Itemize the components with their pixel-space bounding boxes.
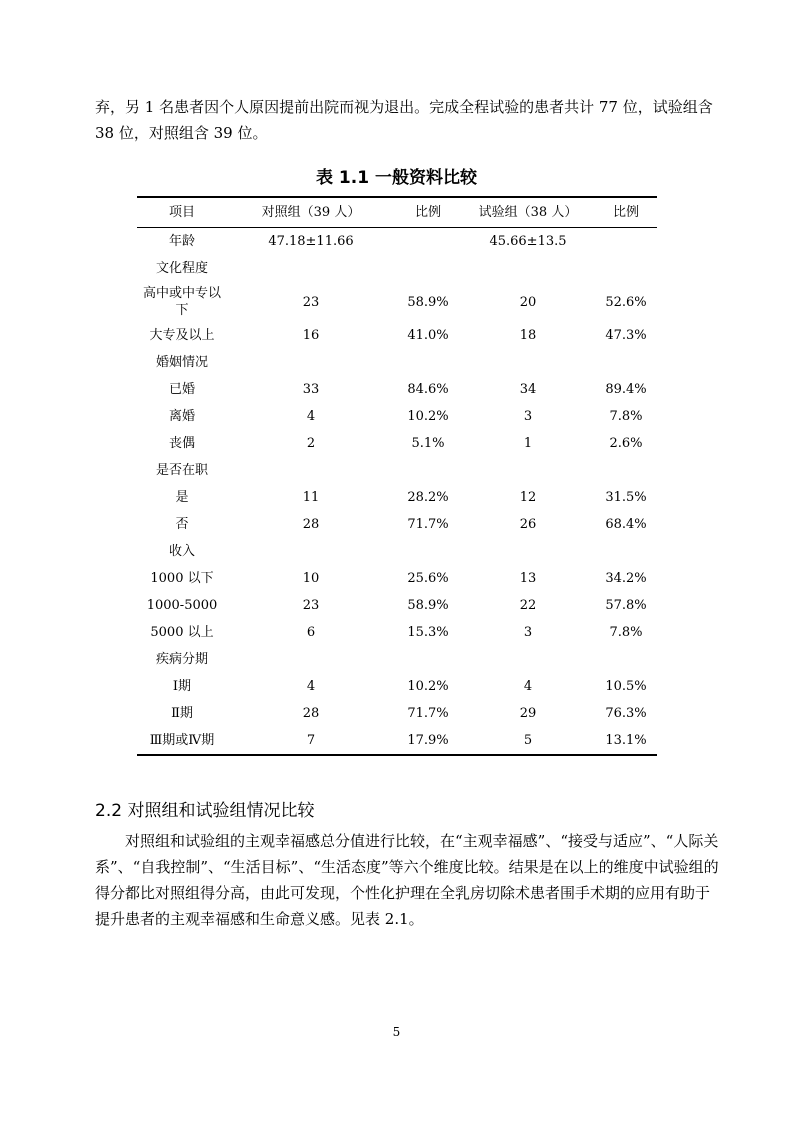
table-row xyxy=(137,538,657,565)
table-cell: 6 xyxy=(306,625,316,640)
table-cell: 33 xyxy=(302,382,320,397)
table-cell: 4 xyxy=(306,409,316,424)
table-cell: 否 xyxy=(175,517,189,532)
table-title: 表 1.1 一般资料比较 xyxy=(316,168,477,188)
table-cell: 25.6% xyxy=(407,571,449,586)
table-cell: 丧偶 xyxy=(168,436,195,451)
table-row xyxy=(137,727,657,754)
table-row xyxy=(137,511,657,538)
table-header-row xyxy=(137,198,657,228)
table-cell: 17.9% xyxy=(407,733,449,748)
table-cell: 41.0% xyxy=(407,328,449,343)
table-cell: 2 xyxy=(306,436,316,451)
table-cell: 高中或中专以下 xyxy=(142,286,221,318)
table-cell: 10.2% xyxy=(407,679,449,694)
table-cell: 5 xyxy=(523,733,533,748)
body-paragraph: 对照组和试验组的主观幸福感总分值进行比较，在“主观幸福感”、“接受与适应”、“人际关系”、“自我控制”、“生活目标”、“生活态度”等六个维度比较。结果是在以上的维度中试验组的得分都比对照组得分高，由此可发现，个性化护理在全乳房切除术患者围手术期的应用有助于提升患者的主观幸福感和生命意义感。见表 2.1。 xyxy=(95,832,719,928)
table-cell: 5.1% xyxy=(411,436,445,451)
table-row xyxy=(137,255,657,282)
table-row xyxy=(137,282,657,322)
table-cell: 15.3% xyxy=(407,625,449,640)
table-cell: 34 xyxy=(519,382,537,397)
table-cell: 7.8% xyxy=(609,409,643,424)
table-cell: 57.8% xyxy=(605,598,647,613)
table-cell: 13.1% xyxy=(605,733,647,748)
table-cell: 26 xyxy=(519,517,537,532)
table-cell: 23 xyxy=(302,294,320,310)
table-row xyxy=(137,228,657,255)
table-cell: 31.5% xyxy=(605,490,647,505)
table-cell: 28 xyxy=(302,517,320,532)
table-row xyxy=(137,403,657,430)
table-row xyxy=(137,322,657,349)
table-cell: 7 xyxy=(306,733,316,748)
section-heading: 2.2 对照组和试验组情况比较 xyxy=(95,801,315,821)
table-row xyxy=(137,430,657,457)
table-cell: 28 xyxy=(302,706,320,721)
table-cell: 23 xyxy=(302,598,320,613)
table-cell: 20 xyxy=(519,294,537,310)
table-row xyxy=(137,376,657,403)
table-cell: 11 xyxy=(302,490,320,505)
table-cell: 28.2% xyxy=(407,490,449,505)
table-cell: 34.2% xyxy=(605,571,647,586)
table-cell: 16 xyxy=(302,328,320,343)
table-cell: 29 xyxy=(519,706,537,721)
table-cell: 是否在职 xyxy=(155,463,208,478)
table-cell: 1000-5000 xyxy=(146,598,218,613)
table-cell: 13 xyxy=(519,571,537,586)
table-cell: 是 xyxy=(175,490,189,505)
table-cell: 45.66±13.5 xyxy=(489,234,567,249)
table-cell: 18 xyxy=(519,328,537,343)
table-cell: 10.5% xyxy=(605,679,647,694)
table-cell: 5000 以上 xyxy=(150,625,214,640)
table-row xyxy=(137,700,657,727)
table-cell: Ⅱ期 xyxy=(171,706,193,721)
table-cell: 7.8% xyxy=(609,625,643,640)
table-body xyxy=(137,228,657,754)
table-cell: 10 xyxy=(302,571,320,586)
table-cell: 离婚 xyxy=(168,409,195,424)
table-cell: 71.7% xyxy=(407,706,449,721)
data-table xyxy=(137,196,657,756)
table-cell: 婚姻情况 xyxy=(155,355,208,370)
table-cell: 68.4% xyxy=(605,517,647,532)
table-cell: 收入 xyxy=(168,544,195,559)
table-cell: 47.3% xyxy=(605,328,647,343)
table-cell: 89.4% xyxy=(605,382,647,397)
header-cell: 比例 xyxy=(414,205,441,220)
table-row xyxy=(137,565,657,592)
table-row xyxy=(137,592,657,619)
page-number: 5 xyxy=(392,1025,401,1039)
table-cell: 58.9% xyxy=(407,294,449,310)
table-row xyxy=(137,619,657,646)
table-cell: 大专及以上 xyxy=(149,328,215,343)
table-cell: 年龄 xyxy=(168,234,195,249)
table-cell: 1000 以下 xyxy=(150,571,214,586)
table-cell: 文化程度 xyxy=(155,261,208,276)
table-cell: 58.9% xyxy=(407,598,449,613)
table-cell: 4 xyxy=(523,679,533,694)
table-cell: 10.2% xyxy=(407,409,449,424)
table-row xyxy=(137,457,657,484)
table-row xyxy=(137,484,657,511)
table-cell: 84.6% xyxy=(407,382,449,397)
table-cell: 22 xyxy=(519,598,537,613)
table-cell: 已婚 xyxy=(168,382,195,397)
table-cell: 2.6% xyxy=(609,436,643,451)
table-cell: 47.18±11.66 xyxy=(268,234,354,249)
table-cell: 1 xyxy=(523,436,533,451)
table-cell: 76.3% xyxy=(605,706,647,721)
table-row xyxy=(137,349,657,376)
header-cell: 比例 xyxy=(612,205,639,220)
table-cell: Ⅰ期 xyxy=(172,679,192,694)
table-cell: 疾病分期 xyxy=(155,652,208,667)
table-cell: 4 xyxy=(306,679,316,694)
table-cell: 3 xyxy=(523,409,533,424)
table-cell: 52.6% xyxy=(605,294,647,310)
table-row xyxy=(137,646,657,673)
table-cell: 12 xyxy=(519,490,537,505)
table-cell: 3 xyxy=(523,625,533,640)
header-cell: 试验组（38 人） xyxy=(478,205,578,220)
table-cell: Ⅲ期或Ⅳ期 xyxy=(149,733,215,748)
table-row xyxy=(137,673,657,700)
table-cell: 71.7% xyxy=(407,517,449,532)
header-cell: 对照组（39 人） xyxy=(261,205,361,220)
header-cell: 项目 xyxy=(168,205,195,220)
intro-paragraph: 弃，另 1 名患者因个人原因提前出院而视为退出。完成全程试验的患者共计 77 位，试验组含 38 位，对照组含 39 位。 xyxy=(95,98,713,142)
